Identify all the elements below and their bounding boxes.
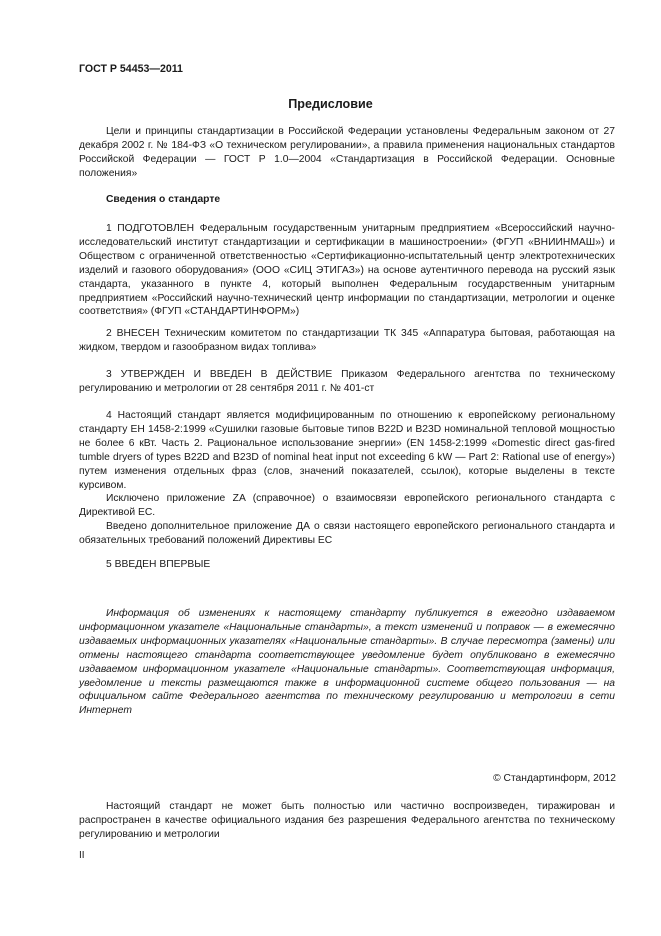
item-4-text: 4 Настоящий стандарт является модифицированным по отношению к европейскому региональному стандарту ЕН 1458-2:1999 «Сушилки газовые бытовые типов B22D и B23D номинальной тепловой мощностью не более 6 кВт. Часть 2. Рациональное использование энергии» (EN 1458-2:1999 «Domestic direct gas-fired tumble dryers of types B22D and B23D of nominal heat input not exceeding 6 kW — Part 2: Rational use of energy») путем изменения отдельных фраз (слов, значений показателей, ссылок), которые выделены в тексте курсивом. xyxy=(79,410,615,491)
item-1 xyxy=(79,222,615,319)
copyright-line: © Стандартинформ, 2012 xyxy=(493,773,616,784)
item-3-text: 3 УТВЕРЖДЕН И ВВЕДЕН В ДЕЙСТВИЕ Приказом Федерального агентства по техническому регулированию и метрологии от 28 сентября 2011 г. № 401-ст xyxy=(79,369,615,394)
item-2 xyxy=(79,327,615,355)
item-1-text: 1 ПОДГОТОВЛЕН Федеральным государственным унитарным предприятием «Всероссийский научно-исследовательский институт стандартизации и сертификации в машиностроении» (ФГУП «ВНИИНМАШ») и Обществом с ограниченной ответственностью «Сертификационно-испытательный центр электротехнических изделий и газового оборудования» (ООО «СИЦ ЭТИГАЗ») на основе аутентичного перевода на русский язык стандарта, указанного в пункте 4, который выполнен Федеральным государственным унитарным предприятием «Российский научно-технический центр информации по стандартизации, метрологии и оценке соответствия» (ФГУП «СТАНДАРТИНФОРМ») xyxy=(79,223,615,318)
item-5 xyxy=(79,558,615,572)
document-header: ГОСТ Р 54453—2011 xyxy=(79,63,183,75)
changes-notice-text: Информация об изменениях к настоящему стандарту публикуется в ежегодно издаваемом информационном указателе «Национальные стандарты», а текст изменений и поправок — в ежемесячно издаваемых информационных указателях «Национальные стандарты». В случае пересмотра (замены) или отмены настоящего стандарта соответствующее уведомление будет опубликовано в ежемесячно издаваемом информационном указателе «Национальные стандарты». Соответствующая информация, уведомление и тексты размещаются также в информационной системе общего пользования — на официальном сайте Федерального агентства по техническому регулированию и метрологии в сети Интернет xyxy=(79,608,615,717)
item-4-excluded-text: Исключено приложение ZA (справочное) о взаимосвязи европейского регионального стандарта с Директивой ЕС. xyxy=(79,493,615,519)
item-4-added-text: Введено дополнительное приложение ДА о связи настоящего европейского регионального стандарта и обязательных требований положений Директивы ЕС xyxy=(79,521,615,547)
item-2-text: 2 ВНЕСЕН Техническим комитетом по стандартизации ТК 345 «Аппаратура бытовая, работающая на жидком, твердом и газообразном видах топлива» xyxy=(79,328,615,353)
page-number: II xyxy=(79,850,85,861)
changes-notice xyxy=(79,607,615,718)
reproduction-notice xyxy=(79,800,615,842)
intro-text: Цели и принципы стандартизации в Российской Федерации установлены Федеральным законом от 27 декабря 2002 г. № 184-ФЗ «О техническом регулировании», а правила применения национальных стандартов Российской Федерации — ГОСТ Р 1.0—2004 «Стандартизация в Российской Федерации. Основные положения» xyxy=(79,126,615,179)
intro-paragraph xyxy=(79,125,615,181)
item-5-text: 5 ВВЕДЕН ВПЕРВЫЕ xyxy=(106,559,211,570)
item-4 xyxy=(79,409,615,548)
reproduction-notice-text: Настоящий стандарт не может быть полностью или частично воспроизведен, тиражирован и распространен в качестве официального издания без разрешения Федерального агентства по техническому регулированию и метрологии xyxy=(79,801,615,840)
item-3 xyxy=(79,368,615,396)
section-title: Сведения о стандарте xyxy=(106,194,221,205)
page-title: Предисловие xyxy=(288,97,373,111)
